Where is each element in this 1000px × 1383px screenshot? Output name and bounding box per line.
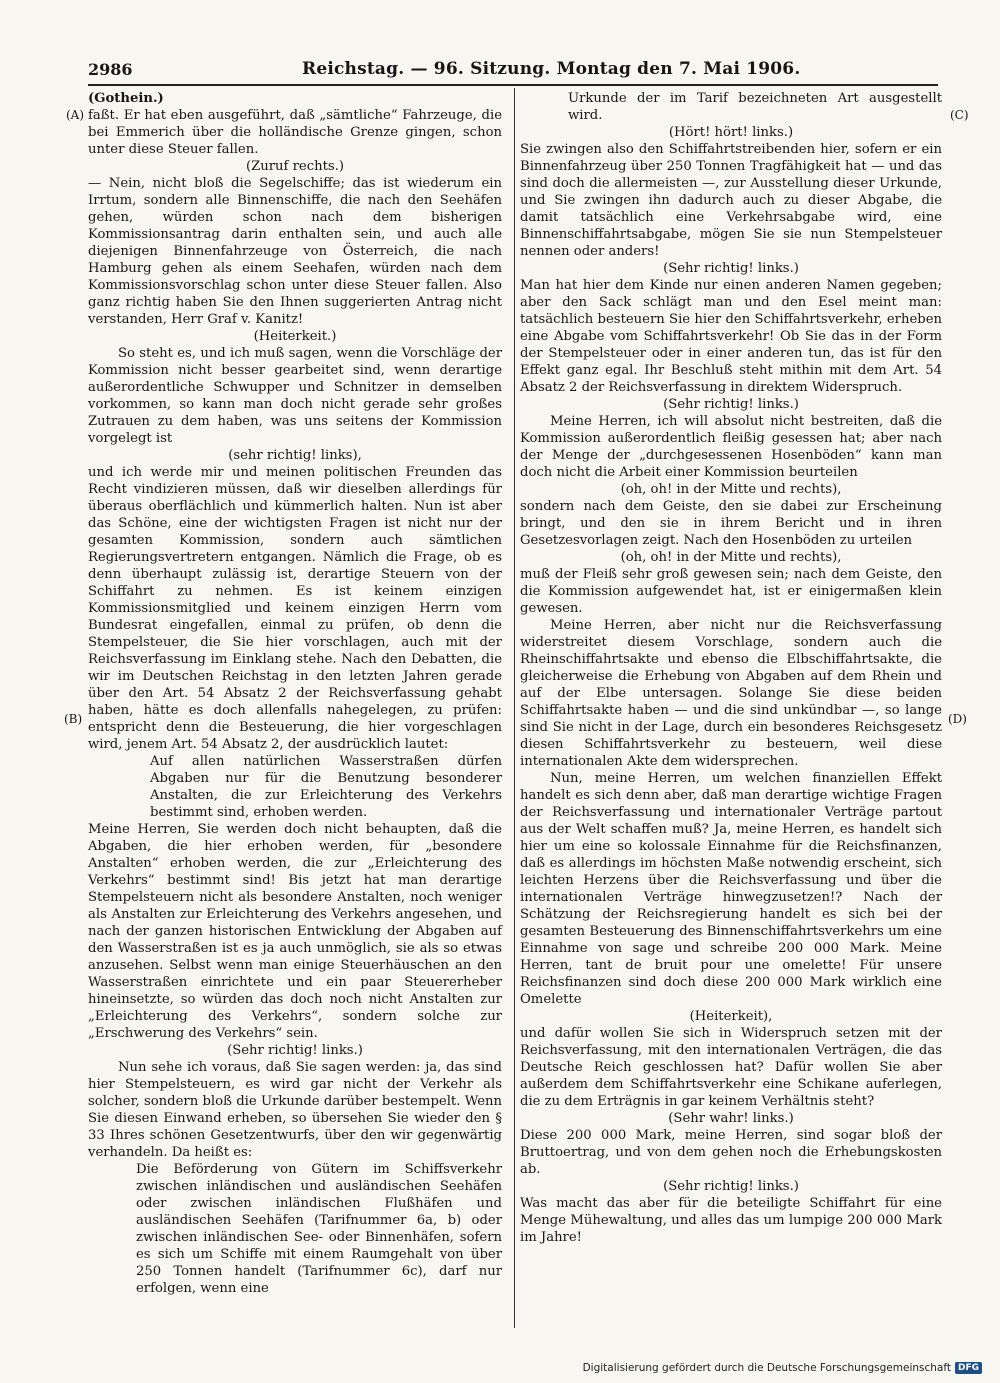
paragraph: Meine Herren, aber nicht nur die Reichsverfassung widerstreitet diesem Vorschlage, sondern auch die Rheinschiffahrtsakte und ebenso die Elbschiffahrtsakte, die gleicherweise die Erhebung von Abgaben auf dem Rhein und auf der Elbe untersagen. Solange Sie diese beiden Schiffahrtsakte haben — und die sind unkündbar —, so lange sind Sie nicht in der Lage, durch ein besonderes Reichsgesetz diesen Schiffahrtsverkehr zu besteuern, weil diese internationalen Akte dem widersprechen. [520, 618, 942, 769]
left-column [88, 90, 502, 1297]
paragraph: Man hat hier dem Kinde nur einen anderen Namen gegeben; aber den Sack schlägt man und den Esel meint man: tatsächlich besteuern Sie hier den Schiffahrtsverkehr, erheben eine Abgabe vom Schiffahrtsverkehr! Ob Sie das in der Form der Stempelsteuer oder in einer anderen tun, das ist für den Effekt ganz egal. Ihr Beschluß steht mithin mit dem Art. 54 Absatz 2 der Reichsverfassung in direktem Widerspruch. [520, 278, 942, 395]
quotation: Urkunde der im Tarif bezeichneten Art ausgestellt wird. [568, 91, 942, 123]
column-divider [514, 88, 515, 1328]
quotation: Auf allen natürlichen Wasserstraßen dürfen Abgaben nur für die Benutzung besonderer Anstalten, die zur Erleichterung des Verkehrs bestimmt sind, erhoben werden. [150, 754, 502, 820]
page-number: 2986 [88, 60, 133, 79]
right-column [520, 90, 942, 1246]
paragraph: faßt. Er hat eben ausgeführt, daß „sämtliche“ Fahrzeuge, die bei Emmerich über die holländische Grenze gingen, schon unter diese Steuer fallen. [88, 108, 502, 157]
quotation: Die Beförderung von Gütern im Schiffsverkehr zwischen inländischen und ausländischen Seehäfen oder zwischen inländischen Flußhäfen und ausländischen Seehäfen (Tarifnummer 6a, b) oder zwischen inländischen See- oder Binnenhäfen, sofern es sich um Schiffe mit einem Raumgehalt von über 250 Tonnen handelt (Tarifnummer 6c), darf nur erfolgen, wenn eine [136, 1162, 502, 1296]
paragraph: und dafür wollen Sie sich in Widerspruch setzen mit der Reichsverfassung, mit den internationalen Verträgen, die das Deutsche Reich geschlossen hat? Dafür wollen Sie aber außerdem dem Schiffahrtsverkehr eine Schikane auferlegen, die zu dem Erträgnis in gar keinem Verhältnis steht? [520, 1026, 942, 1109]
interjection: (Hört! hört! links.) [668, 125, 794, 140]
paragraph: Diese 200 000 Mark, meine Herren, sind sogar bloß der Bruttoertrag, und von dem gehen noch die Erhebungskosten ab. [520, 1128, 942, 1177]
paragraph: — Nein, nicht bloß die Segelschiffe; das ist wiederum ein Irrtum, sondern alle Binnenschiffe, die nach den Seehäfen gehen, würden schon nach dem bisherigen Kommissionsantrag darin enthalten sein, und auch alle diejenigen Binnenfahrzeuge von Österreich, die nach Hamburg gehen als einem Seehafen, würden nach dem Kommissionsvorschlag schon unter diese Steuer fallen. Also ganz richtig haben Sie den Ihnen suggerierten Antrag nicht verstanden, Herr Graf v. Kanitz! [88, 176, 502, 327]
interjection: (Sehr richtig! links.) [663, 1179, 799, 1194]
interjection: (oh, oh! in der Mitte und rechts), [620, 550, 842, 565]
funding-footer [583, 1362, 982, 1374]
footer-text: Digitalisierung gefördert durch die Deutsche Forschungsgemeinschaft [582, 1362, 951, 1374]
paragraph: sondern nach dem Geiste, den sie dabei zur Erscheinung bringt, und den sie in ihrem Bericht und in ihren Gesetzesvorlagen zeigt. Nach den Hosenböden zu urteilen [520, 499, 942, 548]
speaker-name: (Gothein.) [88, 91, 164, 106]
paragraph: So steht es, und ich muß sagen, wenn die Vorschläge der Kommission nicht besser gearbeitet sind, wenn derartige außerordentliche Schwupper und Schnitzer in demselben vorkommen, so kann man doch nicht gerade sehr großes Zutrauen zu dem haben, was uns seitens der Kommission vorgelegt ist [88, 346, 502, 446]
paragraph: Nun, meine Herren, um welchen finanziellen Effekt handelt es sich denn aber, daß man derartige wichtige Fragen der Reichsverfassung und internationaler Verträge partout aus der Welt schaffen muß? Ja, meine Herren, es handelt sich hier um eine so kolossale Einnahme für die Reichsfinanzen, daß es allerdings im höchsten Maße notwendig erscheint, sich leichten Herzens über die Reichsverfassung und über die internationalen Verträge hinwegzusetzen!? Nach der Schätzung der Reichsregierung handelt es sich bei der gesamten Besteuerung des Binnenschiffahrtsverkehrs um eine Einnahme von sage und schreibe 200 000 Mark. Meine Herren, tant de bruit pour une omelette! Für unsere Reichsfinanzen sind doch diese 200 000 Mark wirklich eine Omelette [520, 771, 942, 1007]
interjection: (Sehr richtig! links.) [663, 397, 799, 412]
paragraph: und ich werde mir und meinen politischen Freunden das Recht vindizieren müssen, daß wir dieselben allerdings für überaus oberflächlich und kümmerlich halten. Nun ist aber das Schöne, eine der wichtigsten Fragen ist nicht nur der gesamten Kommission, sondern auch sämtlichen Regierungsvertretern entgangen. Nämlich die Frage, ob es denn überhaupt zulässig ist, derartige Steuern von der Schiffahrt zu nehmen. Es ist keinem einzigen Kommissionsmitglied und keinem einzigen Herrn vom Bundesrat eingefallen, einmal zu prüfen, ob denn die Stempelsteuer, die Sie hier vorschlagen, auch mit der Reichsverfassung im Einklang stehe. Nach den Debatten, die wir im Deutschen Reichstag in den letzten Jahren gerade über den Art. 54 Absatz 2 der Reichsverfassung gehabt haben, hätte es doch allenfalls nahegelegen, zu prüfen: entspricht denn die Besteuerung, die hier vorgeschlagen wird, jenem Art. 54 Absatz 2, der ausdrücklich lautet: [88, 465, 502, 752]
interjection: (Sehr richtig! links.) [663, 261, 799, 276]
interjection: (Zuruf rechts.) [245, 159, 345, 174]
paragraph: Sie zwingen also den Schiffahrtstreibenden hier, sofern er ein Binnenfahrzeug über 250 Tonnen Tragfähigkeit hat — und das sind doch die allermeisten —, zur Ausstellung dieser Urkunde, und Sie zwingen ihn dadurch auch zu dieser Abgabe, die damit tatsächlich eine Verkehrsabgabe wird, eine Binnenschiffahrtsabgabe, mögen Sie sie nun Stempelsteuer nennen oder anders! [520, 142, 942, 259]
paragraph: Meine Herren, Sie werden doch nicht behaupten, daß die Abgaben, die hier erhoben werden, für „besondere Anstalten“ erhoben werden, die zur „Erleichterung des Verkehrs“ bestimmt sind! Bis jetzt hat man derartige Stempelsteuern nicht als besondere Anstalten, noch weniger als Anstalten zur Erleichterung des Verkehrs angesehen, und nach der ganzen historischen Entwicklung der Abgaben auf den Wasserstraßen ist es ja auch unmöglich, sie als so etwas anzusehen. Selbst wenn man einige Steuerhäuschen an den Wasserstraßen einrichtete und ein paar Steuererheber hineinsetzte, so würden das doch noch nicht Anstalten zur „Erleichterung des Verkehrs“, sondern solche zur „Erschwerung des Verkehrs“ sein. [88, 822, 502, 1041]
margin-marker-b: (B) [64, 712, 83, 726]
interjection: (oh, oh! in der Mitte und rechts), [620, 482, 842, 497]
running-header [88, 58, 938, 86]
margin-marker-c: (C) [950, 108, 969, 122]
paragraph: Meine Herren, ich will absolut nicht bestreiten, daß die Kommission außerordentlich fleißig gesessen hat; aber nach der Menge der „durchgesessenen Hosenböden“ kann man doch nicht die Arbeit einer Kommission beurteilen [520, 414, 942, 480]
paragraph: Nun sehe ich voraus, daß Sie sagen werden: ja, das sind hier Stempelsteuern, es wird gar nicht der Verkehr als solcher, sondern bloß die Urkunde darüber bestempelt. Wenn Sie diesen Einwand erheben, so übersehen Sie wieder den § 33 Ihres schönen Gesetzentwurfs, über den wir gegenwärtig verhandeln. Da heißt es: [88, 1060, 502, 1160]
dfg-logo-icon: DFG [955, 1362, 982, 1374]
margin-marker-d: (D) [948, 712, 967, 726]
margin-marker-a: (A) [66, 108, 85, 122]
interjection: (Sehr wahr! links.) [668, 1111, 794, 1126]
paragraph: muß der Fleiß sehr groß gewesen sein; nach dem Geiste, den die Kommission aufgewendet hat, ist er einigermaßen klein gewesen. [520, 567, 942, 616]
interjection: (sehr richtig! links), [228, 448, 362, 463]
paragraph: Was macht das aber für die beteiligte Schiffahrt für eine Menge Mühewaltung, und alles das um lumpige 200 000 Mark im Jahre! [520, 1196, 942, 1245]
interjection: (Heiterkeit.) [253, 329, 337, 344]
interjection: (Sehr richtig! links.) [227, 1043, 363, 1058]
running-head-title: Reichstag. — 96. Sitzung. Montag den 7. Mai 1906. [302, 59, 801, 79]
interjection: (Heiterkeit), [689, 1009, 773, 1024]
